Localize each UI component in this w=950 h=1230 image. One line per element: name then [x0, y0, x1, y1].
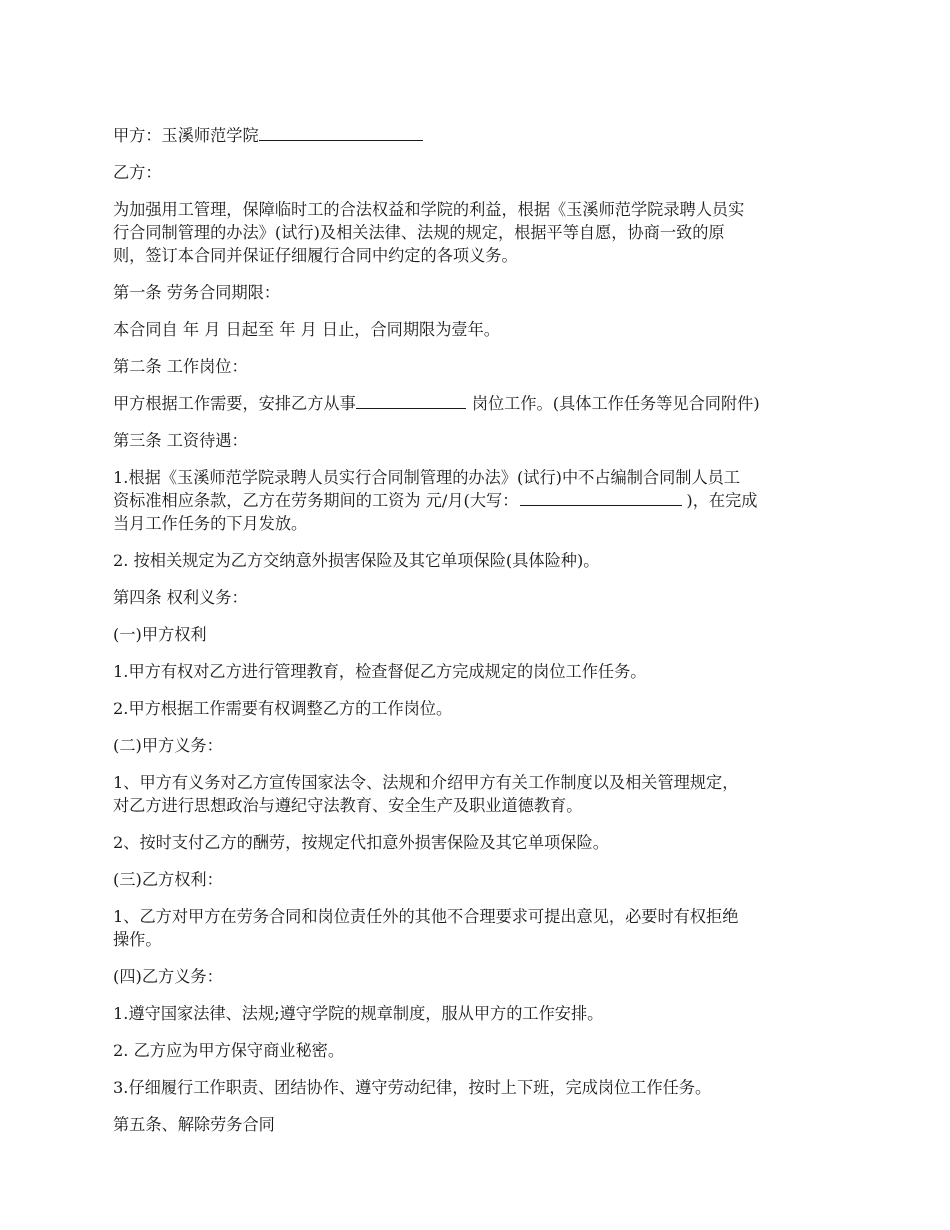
intro-line: 为加强用工管理，保障临时工的合法权益和学院的利益，根据《玉溪师范学院录聘人员实 [113, 200, 745, 219]
article1-text: 本合同自 年 月 日起至 年 月 日止，合同期限为壹年。 [113, 320, 500, 339]
party-a-duty-item [113, 771, 843, 817]
party-b-duties-title: (四)乙方义务： [113, 967, 223, 986]
article2-text-after: 岗位工作。(具体工作任务等见合同附件) [471, 394, 760, 413]
intro-line: 则，签订本合同并保证仔细履行合同中约定的各项义务。 [113, 246, 518, 265]
party-b-right-item [113, 905, 843, 951]
article3-item2: 2. 按相关规定为乙方交纳意外损害保险及其它单项保险(具体险种)。 [113, 551, 600, 570]
party-a-right-item: 2.甲方根据工作需要有权调整乙方的工作岗位。 [113, 699, 453, 718]
party-b-duty-item: 1.遵守国家法律、法规;遵守学院的规章制度，服从甲方的工作安排。 [113, 1004, 604, 1023]
article3-item1-line: )，在完成 [686, 491, 758, 510]
party-a-rights-title: (一)甲方权利 [113, 625, 207, 644]
post-blank [356, 393, 466, 409]
article3-title: 第三条 工资待遇： [113, 431, 248, 450]
party-b-duty-item: 3.仔细履行工作职责、团结协作、遵守劳动纪律，按时上下班，完成岗位工作任务。 [113, 1078, 712, 1097]
party-b-right-line: 操作。 [113, 930, 162, 949]
article2-text [113, 392, 843, 415]
party-a-blank [259, 125, 423, 141]
article3-item1-line: 1.根据《玉溪师范学院录聘人员实行合同制管理的办法》(试行)中不占编制合同制人员工 [113, 468, 741, 487]
party-a-duty-line: 对乙方进行思想政治与遵纪守法教育、安全生产及职业道德教育。 [113, 796, 583, 815]
party-b-rights-title: (三)乙方权利： [113, 870, 223, 889]
article1-title: 第一条 劳务合同期限： [113, 283, 281, 302]
party-b-line: 乙方： [113, 163, 162, 182]
article3-item1-line: 资标准相应条款，乙方在劳务期间的工资为 元/月(大写： [113, 491, 519, 510]
article4-title: 第四条 权利义务： [113, 588, 248, 607]
article3-item1 [113, 466, 843, 535]
intro-line: 行合同制管理的办法》(试行)及相关法律、法规的规定，根据平等自愿，协商一致的原 [113, 223, 725, 242]
article3-item1-line: 当月工作任务的下月发放。 [113, 514, 308, 533]
article5-title: 第五条、解除劳务合同 [113, 1115, 275, 1134]
article2-text-before: 甲方根据工作需要，安排乙方从事 [113, 394, 356, 413]
intro-paragraph [113, 198, 843, 267]
salary-amount-blank [520, 490, 682, 506]
party-b-duty-item: 2. 乙方应为甲方保守商业秘密。 [113, 1041, 345, 1060]
document-body [113, 124, 843, 1150]
party-a-duty-line: 1、甲方有义务对乙方宣传国家法令、法规和介绍甲方有关工作制度以及相关管理规定， [113, 773, 739, 792]
party-a-right-item: 1.甲方有权对乙方进行管理教育，检查督促乙方完成规定的岗位工作任务。 [113, 662, 647, 681]
party-a-duty-item: 2、按时支付乙方的酬劳，按规定代扣意外损害保险及其它单项保险。 [113, 833, 609, 852]
party-b-right-line: 1、乙方对甲方在劳务合同和岗位责任外的其他不合理要求可提出意见，必要时有权拒绝 [113, 907, 739, 926]
article2-title: 第二条 工作岗位： [113, 357, 248, 376]
party-a-duties-title: (二)甲方义务： [113, 736, 223, 755]
party-a-line [113, 124, 843, 147]
party-a-label: 甲方：玉溪师范学院 [113, 126, 259, 145]
